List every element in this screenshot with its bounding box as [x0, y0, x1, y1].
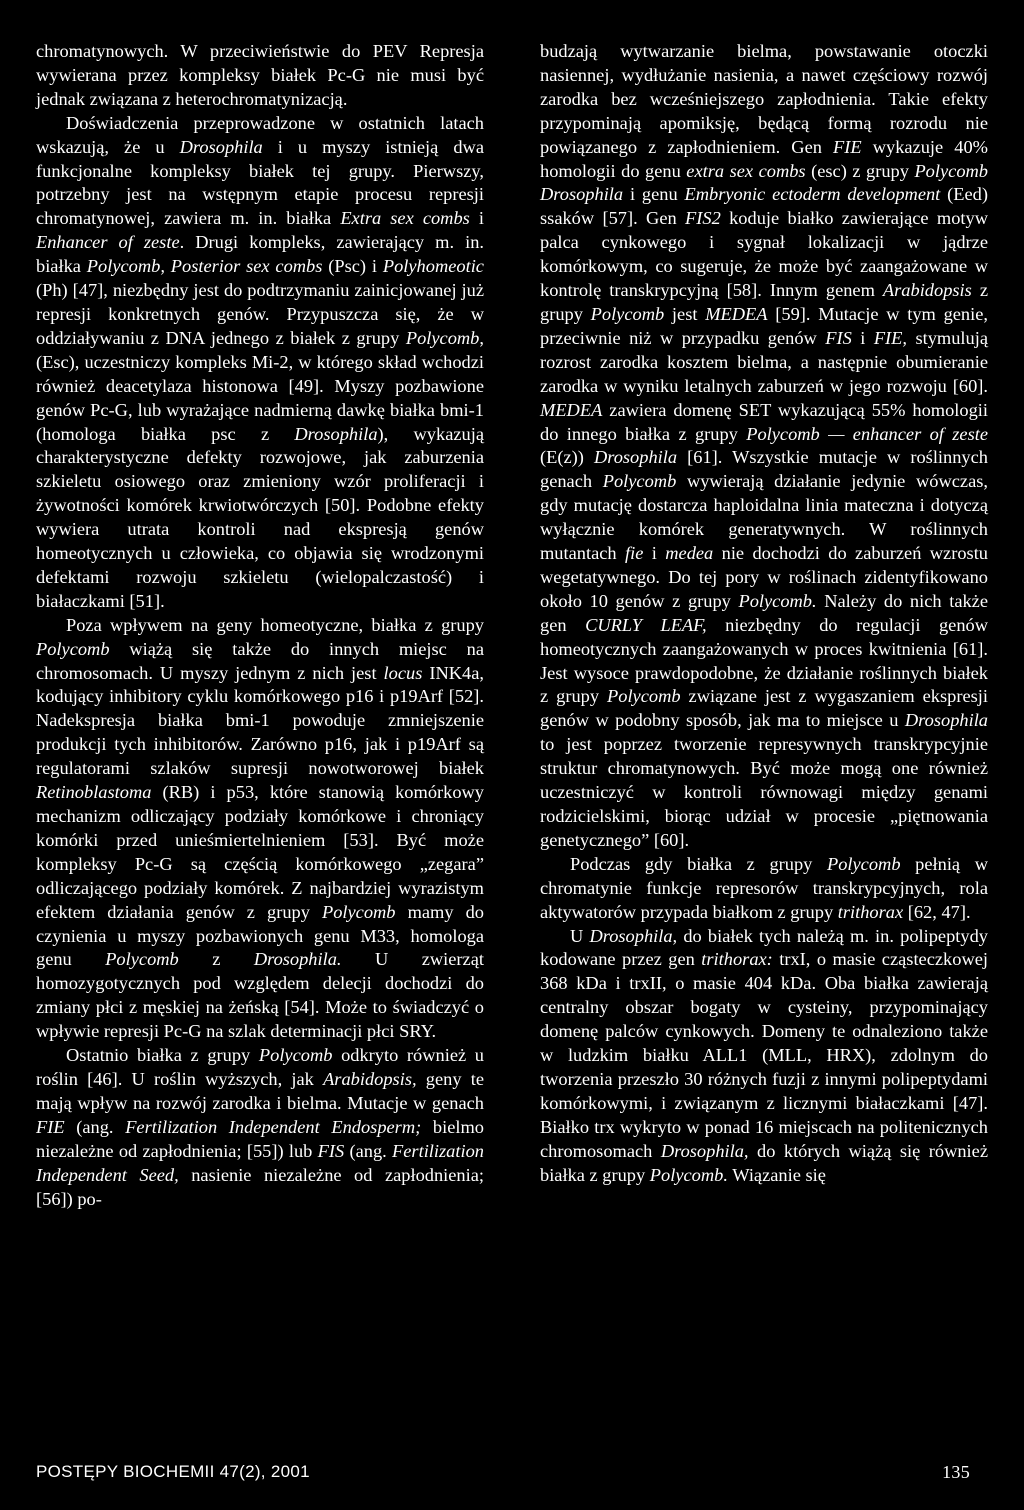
journal-citation: POSTĘPY BIOCHEMII 47(2), 2001: [36, 1462, 310, 1481]
right-paragraph-2: Podczas gdy białka z grupy Polycomb pełnią w chromatynie funkcje represorów transkrypcyjnych, rola aktywatorów przypada białkom z grupy trithorax [62, 47].: [540, 853, 988, 922]
right-paragraph-1: budzają wytwarzanie bielma, powstawanie otoczki nasiennej, wydłużanie nasienia, a nawet częściowy rozwój zarodka bez wcześniejszego zapłodnienia. Takie efekty przypominają apomiksję, będącą formą rozrodu nie powiązanego z zapłodnieniem. Gen FIE wykazuje 40% homologii do genu extra sex combs (esc) z grupy Polycomb Drosophila i genu Embryonic ectoderm development (Eed) ssaków [57]. Gen FIS2 koduje białko zawierające motyw palca cynkowego i sygnał lokalizacji w jądrze komórkowym, co sugeruje, że może być zaangażowane w kontrolę transkrypcyjną [58]. Innym genem Arabidopsis z grupy Polycomb jest MEDEA [59]. Mutacje w tym genie, przeciwnie niż w przypadku genów FIS i FIE, stymulują rozrost zarodka kosztem bielma, a następnie obumieranie zarodka w wyniku letalnych zaburzeń w jego rozwoju [60]. MEDEA zawiera domenę SET wykazującą 55% homologii do innego białka z grupy Polycomb — enhancer of zeste (E(z)) Drosophila [61]. Wszystkie mutacje w roślinnych genach Polycomb wywierają działanie jedynie wówczas, gdy mutację dostarcza haploidalna linia mateczna i dotyczą wyłącznie komórek generatywnych. W roślinnych mutantach fie i medea nie dochodzi do zaburzeń wzrostu wegetatywnego. Do tej pory w roślinach zidentyfikowano około 10 genów z grupy Polycomb. Należy do nich także gen CURLY LEAF, niezbędny do regulacji genów homeotycznych zaangażowanych w proces kwitnienia [61]. Jest wysoce prawdopodobne, że działanie roślinnych białek z grupy Polycomb związane jest z wygaszaniem ekspresji genów w podobny sposób, jak ma to miejsce u Drosophila to jest poprzez tworzenie represywnych transkrypcyjnie struktur chromatynowych. Być może mogą one również uczestniczyć w kontroli równowagi między genami rodzicielskimi, biorąc udział w procesie „piętnowania genetycznego” [60].: [540, 41, 989, 850]
left-column: [36, 40, 484, 1211]
left-paragraph-3: Poza wpływem na geny homeotyczne, białka z grupy Polycomb wiążą się także do innych miejsc na chromosomach. U myszy jednym z nich jest locus INK4a, kodujący inhibitory cyklu komórkowego p16 i p19Arf [52]. Nadekspresja białka bmi-1 powoduje zmniejszenie produkcji tych inhibitorów. Zarówno p16, jak i p19Arf są regulatorami szlaków supresji nowotworowej białek Retinoblastoma (RB) i p53, które stanowią komórkowy mechanizm odliczający podziały komórkowe i chroniący komórki przed unieśmiertelnieniem [53]. Być może kompleksy Pc-G są częścią komórkowego „zegara” odliczającego podziały komórek. Z najbardziej wyrazistym efektem działania genów z grupy Polycomb mamy do czynienia u myszy pozbawionych genu M33, homologa genu Polycomb z Drosophila. U zwierząt homozygotycznych pod względem delecji dochodzi do zmiany płci z męskiej na żeńską [54]. Może to świadczyć o wpływie represji Pc-G na szlak determinacji płci SRY.: [36, 614, 484, 1042]
left-paragraph-1: chromatynowych. W przeciwieństwie do PEV Represja wywierana przez kompleksy białek Pc-G nie musi być jednak związana z heterochromatynizacją.: [36, 41, 484, 109]
right-paragraph-3: U Drosophila, do białek tych należą m. in. polipeptydy kodowane przez gen trithorax: trxI, o masie cząsteczkowej 368 kDa i trxII, o masie 404 kDa. Oba białka zawierają centralny obszar bogaty w cysteiny, przypominający domenę palców cynkowych. Domeny te odnaleziono także w ludzkim białku ALL1 (MLL, HRX), zdolnym do tworzenia przeszło 30 różnych fuzji z innymi polipeptydami komórkowymi, i związanym z licznymi białaczkami [47]. Białko trx wykryto w ponad 16 miejscach na politenicznych chromosomach Drosophila, do których wiążą się również białka z grupy Polycomb. Wiązanie się: [540, 925, 988, 1185]
right-column: [540, 40, 988, 1188]
page-number: 135: [942, 1462, 970, 1482]
left-paragraph-2: Doświadczenia przeprowadzone w ostatnich latach wskazują, że u Drosophila i u myszy istnieją dwa funkcjonalne kompleksy białek tej grupy. Pierwszy, potrzebny jest na wstępnym etapie procesu represji chromatynowej, zawiera m. in. białka Extra sex combs i Enhancer of zeste. Drugi kompleks, zawierający m. in. białka Polycomb, Posterior sex combs (Psc) i Polyhomeotic (Ph) [47], niezbędny jest do podtrzymaniu zainicjowanej już represji konkretnych genów. Przypuszcza się, że w oddziaływaniu z DNA jednego z białek z grupy Polycomb, (Esc), uczestniczy kompleks Mi-2, w którego skład wchodzi również deacetylaza histonowa [49]. Myszy pozbawione genów Pc-G, lub wyrażające nadmierną dawkę białka bmi-1 (homologa białka psc z Drosophila), wykazują charakterystyczne defekty rozwojowe, jak zaburzenia szkieletu osiowego oraz zmieniony wzór proliferacji i żywotności komórek krwiotwórczych [50]. Podobne efekty wywiera utrata kontroli nad ekspresją genów homeotycznych u człowieka, co objawia się wrodzonymi defektami rozwoju szkieletu (wielopalczastość) i białaczkami [51].: [36, 112, 485, 611]
left-paragraph-4: Ostatnio białka z grupy Polycomb odkryto również u roślin [46]. U roślin wyższych, jak Arabidopsis, geny te mają wpływ na rozwój zarodka i bielma. Mutacje w genach FIE (ang. Fertilization Independent Endosperm; bielmo niezależne od zapłodnienia; [55]) lub FIS (ang. Fertilization Independent Seed, nasienie niezależne od zapłodnienia; [56]) po-: [36, 1045, 485, 1209]
